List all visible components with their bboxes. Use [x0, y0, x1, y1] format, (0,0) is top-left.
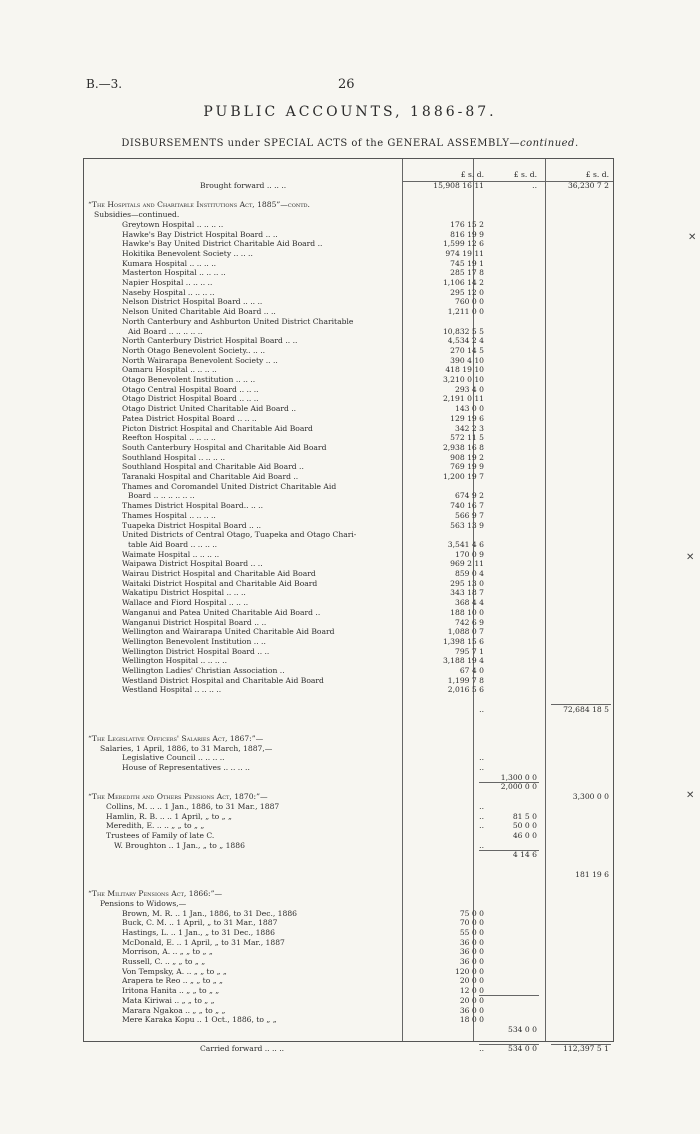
table-row	[84, 608, 613, 617]
subtotal-rule	[479, 850, 539, 851]
amount-col-2: 1,300 0 0	[500, 772, 537, 782]
subtotal-rule	[551, 704, 611, 705]
row-label: Meredith, E. .. .. „ „ to „ „	[106, 821, 205, 831]
row-label: House of Representatives .. .. .. ..	[122, 763, 250, 772]
table-row	[84, 443, 613, 452]
table-row	[84, 249, 613, 258]
amount-col-1: 3,188 19 4	[442, 656, 484, 666]
row-label: Hamlin, R. B. .. .. 1 April, „ to „ „	[106, 811, 232, 821]
table-row	[84, 404, 613, 413]
table-row	[84, 346, 613, 355]
row-label: Wanganui District Hospital Board .. ..	[122, 617, 267, 627]
table-row	[84, 1035, 613, 1044]
row-label: Wellington Benevolent Institution .. ..	[122, 636, 266, 646]
table-row	[84, 356, 613, 365]
row-label: Napier Hospital .. .. .. ..	[122, 278, 213, 287]
table-row	[84, 278, 613, 287]
table-row	[84, 618, 613, 627]
table-row	[84, 394, 613, 403]
amount-col-1: 36 0 0	[459, 947, 484, 957]
row-label: Hokitika Benevolent Society .. .. ..	[122, 248, 253, 258]
row-label: Wakatipu District Hospital .. .. ..	[122, 588, 246, 598]
table-row	[84, 191, 613, 200]
amount-col-1: 908 19 2	[450, 452, 484, 462]
amount-col-1: 120 0 0	[455, 966, 484, 976]
row-label: Thames and Coromandel United District Charitable Aid	[122, 481, 337, 491]
amount-col-1: 742 6 9	[455, 617, 484, 627]
amount-col-1: 2,938 16 8	[442, 442, 484, 452]
table-row	[84, 501, 613, 510]
table-row	[84, 579, 613, 588]
amount-col-1: 176 15 2	[450, 219, 484, 229]
row-label: United Districts of Central Otago, Tuapeka and Otago Chari-	[122, 530, 357, 540]
amount-col-1: 143 0 0	[455, 404, 484, 414]
subtotal-rule	[551, 1044, 611, 1045]
table-row	[84, 559, 613, 568]
column-header-1: £ s. d.	[460, 170, 484, 179]
table-row	[84, 482, 613, 491]
table-row	[84, 336, 613, 345]
amount-col-1: 745 19 1	[450, 258, 484, 268]
row-label: North Otago Benevolent Society.. .. ..	[122, 345, 266, 355]
amount-col-1: 295 13 0	[450, 578, 484, 588]
amount-col-1: 170 0 9	[455, 549, 484, 559]
table-row	[84, 860, 613, 869]
row-label: Wallace and Fiord Hospital .. .. ..	[122, 598, 249, 608]
amount-col-1: 368 4 4	[455, 598, 484, 608]
table-row	[84, 472, 613, 481]
table-row	[84, 821, 613, 830]
margin-mark: ✕	[686, 790, 695, 801]
amount-col-1: 20 0 0	[459, 995, 484, 1005]
row-label: Nelson United Charitable Aid Board .. ..	[122, 307, 276, 317]
table-row	[84, 656, 613, 665]
table-row	[84, 947, 613, 956]
table-row	[84, 918, 613, 927]
subtotal-rule	[479, 782, 539, 783]
row-label: Brought forward .. .. ..	[200, 181, 287, 190]
table-row	[84, 317, 613, 326]
amount-col-1: 15,908 16 11	[433, 181, 484, 190]
amount-col-1: ..	[479, 801, 484, 811]
table-row	[84, 375, 613, 384]
row-label: Kumara Hospital .. .. .. ..	[122, 258, 217, 268]
table-row	[84, 666, 613, 675]
row-label: Aid Board .. .. .. .. ..	[128, 326, 203, 336]
row-label: Board .. .. .. .. .. ..	[128, 491, 195, 501]
table-row	[84, 588, 613, 597]
row-label: Patea District Hospital Board .. .. ..	[122, 413, 257, 423]
amount-col-1: ..	[479, 840, 484, 850]
table-row	[84, 763, 613, 772]
row-label: Salaries, 1 April, 1886, to 31 March, 1887,—	[100, 743, 273, 753]
amount-col-2: ..	[532, 181, 537, 190]
table-row	[84, 685, 613, 694]
row-label: Legislative Council .. .. .. ..	[122, 753, 225, 763]
subtotal-rule	[479, 995, 539, 996]
amount-col-1: 974 19 11	[445, 248, 484, 258]
table-row	[84, 705, 613, 714]
row-label: McDonald, E. .. 1 April, „ to 31 Mar., 1887	[122, 937, 285, 947]
accounts-table	[83, 158, 614, 1054]
column-header-row	[84, 170, 613, 179]
table-row	[84, 540, 613, 549]
table-row	[84, 802, 613, 811]
table-row	[84, 676, 613, 685]
row-label: Wellington and Wairarapa United Charitable Aid Board	[122, 627, 335, 637]
table-row	[84, 695, 613, 704]
table-row	[84, 1025, 613, 1034]
amount-col-2: 46 0 0	[512, 830, 537, 840]
amount-col-1: 4,534 2 4	[447, 336, 484, 346]
amount-col-1: 2,016 5 6	[447, 685, 484, 695]
amount-col-1: 36 0 0	[459, 1005, 484, 1015]
table-row	[84, 870, 613, 879]
row-label: Brown, M. R. .. 1 Jan., 1886, to 31 Dec., 1886	[122, 908, 298, 918]
row-label: “The Meredith and Others Pensions Act, 1870:”—	[88, 792, 268, 802]
table-row	[84, 782, 613, 791]
amount-col-1: ..	[479, 704, 484, 714]
amount-col-1: 3,541 4 6	[447, 539, 484, 549]
amount-col-1: 969 2 11	[450, 559, 484, 569]
row-label: Waitaki District Hospital and Charitable Aid Board	[122, 578, 318, 588]
amount-col-1: 1,199 7 8	[447, 675, 484, 685]
amount-col-2: 81 5 0	[512, 811, 537, 821]
row-label: Southland Hospital and Charitable Aid Board ..	[122, 462, 304, 472]
table-row	[84, 879, 613, 888]
row-label: Collins, M. .. .. 1 Jan., 1886, to 31 Mar., 1887	[106, 801, 280, 811]
row-label: Naseby Hospital .. .. .. ..	[122, 287, 215, 297]
table-row	[84, 831, 613, 840]
table-row	[84, 812, 613, 821]
row-label: Arapera te Reo .. „ „ to „ „	[122, 976, 223, 986]
page-subtitle	[0, 138, 700, 149]
margin-mark: ✕	[688, 232, 697, 243]
margin-mark: ✕	[686, 552, 695, 563]
table-row	[84, 569, 613, 578]
amount-col-1: 70 0 0	[459, 918, 484, 928]
column-header-3: £ s. d.	[585, 170, 609, 179]
row-label: Otago Central Hospital Board .. .. ..	[122, 384, 259, 394]
table-row	[84, 850, 613, 859]
amount-col-1: 1,211 0 0	[447, 307, 484, 317]
table-row	[84, 210, 613, 219]
row-label: Subsidies—continued.	[94, 210, 180, 220]
subtotal-rule	[479, 1044, 539, 1045]
table-row	[84, 889, 613, 898]
row-label: Wairau District Hospital and Charitable Aid Board	[122, 569, 316, 578]
row-label: “The Legislative Officers' Salaries Act, 1867:”—	[88, 733, 264, 743]
amount-col-1: 418 19 10	[445, 365, 484, 375]
amount-col-2: 534 0 0	[508, 1024, 537, 1034]
table-row	[84, 385, 613, 394]
table-row	[84, 986, 613, 995]
table-row	[84, 715, 613, 724]
table-row	[84, 909, 613, 918]
table-row	[84, 288, 613, 297]
table-row	[84, 724, 613, 733]
amount-col-1: 859 0 4	[455, 569, 484, 578]
amount-col-1: 390 4 10	[450, 355, 484, 365]
amount-col-1: ..	[479, 811, 484, 821]
row-label: North Wairarapa Benevolent Society .. ..	[122, 355, 278, 365]
table-row	[84, 899, 613, 908]
row-label: Trustees of Family of late C.	[106, 830, 215, 840]
row-label: Otago Benevolent Institution .. .. ..	[122, 375, 256, 384]
table-row	[84, 753, 613, 762]
amount-col-1: ..	[479, 821, 484, 831]
amount-col-1: 566 9 7	[455, 510, 484, 520]
amount-col-1: 1,200 19 7	[442, 472, 484, 481]
table-row	[84, 1006, 613, 1015]
table-row	[84, 928, 613, 937]
table-row	[84, 1015, 613, 1024]
row-label: Westland District Hospital and Charitable Aid Board	[122, 675, 324, 685]
row-label: Buck, C. M. .. 1 April, „ to 31 Mar., 1887	[122, 918, 278, 928]
amount-col-2: 534 0 0	[508, 1044, 537, 1054]
row-label: Carried forward .. .. ..	[200, 1044, 285, 1054]
row-label: Russell, C. .. „ „ to „ „	[122, 957, 206, 966]
amount-col-1: 795 7 1	[455, 646, 484, 656]
amount-col-3: 181 19 6	[575, 869, 609, 879]
page-number: 26	[338, 77, 355, 92]
amount-col-1: 2,191 0 11	[442, 394, 484, 404]
row-label: Southland Hospital .. .. .. ..	[122, 452, 226, 462]
amount-col-1: ..	[479, 753, 484, 763]
row-label: Wanganui and Patea United Charitable Aid Board ..	[122, 607, 321, 617]
row-label: “The Hospitals and Charitable Institutions Act, 1885”—contd.	[88, 200, 310, 210]
table-row	[84, 841, 613, 850]
row-label: Von Tempsky, A. .. „ „ to „ „	[122, 966, 227, 976]
amount-col-1: 188 10 0	[450, 607, 484, 617]
table-row	[84, 200, 613, 209]
table-row	[84, 521, 613, 530]
amount-col-1: 270 14 5	[450, 345, 484, 355]
row-label: Marara Ngakoa .. „ „ to „ „	[122, 1005, 226, 1015]
row-label: North Canterbury and Ashburton United District Charitable	[122, 316, 354, 326]
amount-col-1: 1,398 15 6	[442, 636, 484, 646]
amount-col-1: 1,088 0 7	[447, 627, 484, 637]
row-label: Hawke's Bay United District Charitable Aid Board ..	[122, 239, 323, 249]
table-row	[84, 957, 613, 966]
table-row	[84, 462, 613, 471]
amount-col-1: 20 0 0	[459, 976, 484, 986]
table-row	[84, 647, 613, 656]
table-row	[84, 230, 613, 239]
row-label: Masterton Hospital .. .. .. ..	[122, 268, 226, 278]
row-label: Waimate Hospital .. .. .. ..	[122, 549, 220, 559]
table-row	[84, 327, 613, 336]
row-label: Hawke's Bay District Hospital Board .. ..	[122, 229, 278, 239]
amount-col-1: 18 0 0	[459, 1015, 484, 1025]
subtitle-continued: continued.	[519, 138, 579, 149]
amount-col-3: 72,684 18 5	[563, 704, 609, 714]
row-label: Taranaki Hospital and Charitable Aid Board ..	[122, 472, 299, 481]
table-row	[84, 239, 613, 248]
table-row	[84, 967, 613, 976]
row-label: Morrison, A. .. „ „ to „ „	[122, 947, 213, 957]
amount-col-1: 12 0 0	[459, 986, 484, 996]
row-label: W. Broughton .. 1 Jan., „ to „ 1886	[114, 840, 245, 850]
table-row	[84, 734, 613, 743]
column-header-2: £ s. d.	[513, 170, 537, 179]
table-row	[84, 996, 613, 1005]
amount-col-3: 3,300 0 0	[572, 792, 609, 802]
amount-col-1: 295 12 0	[450, 287, 484, 297]
table-row	[84, 598, 613, 607]
row-label: “The Military Pensions Act, 1866:”—	[88, 889, 223, 899]
table-row	[84, 433, 613, 442]
amount-col-1: 816 19 9	[450, 229, 484, 239]
report-reference: B.—3.	[86, 77, 123, 91]
table-row	[84, 938, 613, 947]
amount-col-1: 740 16 7	[450, 501, 484, 511]
amount-col-1: 1,599 12 6	[442, 239, 484, 249]
table-row	[84, 637, 613, 646]
row-label: Pensions to Widows,—	[100, 898, 187, 908]
row-label: Wellington Ladies' Christian Association ..	[122, 666, 285, 675]
table-row	[84, 297, 613, 306]
amount-col-1: 285 17 8	[450, 268, 484, 278]
table-row	[84, 773, 613, 782]
page-title: PUBLIC ACCOUNTS, 1886-87.	[203, 104, 497, 120]
table-row	[84, 181, 613, 190]
amount-col-1: 129 19 6	[450, 413, 484, 423]
row-label: table Aid Board .. .. .. ..	[128, 539, 218, 549]
table-row	[84, 424, 613, 433]
table-row	[84, 792, 613, 801]
amount-col-1: 36 0 0	[459, 937, 484, 947]
table-row	[84, 220, 613, 229]
amount-col-1: 760 0 0	[455, 297, 484, 307]
amount-col-1: 36 0 0	[459, 957, 484, 966]
amount-col-1: 10,832 5 5	[442, 326, 484, 336]
amount-col-3: 112,397 5 1	[563, 1044, 609, 1054]
table-row	[84, 627, 613, 636]
amount-col-1: ..	[479, 1044, 484, 1054]
amount-col-1: 342 2 3	[455, 423, 484, 433]
amount-col-1: 3,210 0 10	[442, 375, 484, 384]
amount-col-1: 563 13 9	[450, 520, 484, 530]
row-label: North Canterbury District Hospital Board .. ..	[122, 336, 298, 346]
row-label: Greytown Hospital .. .. .. ..	[122, 219, 224, 229]
table-row	[84, 453, 613, 462]
amount-col-2: 4 14 6	[512, 850, 537, 860]
table-row	[84, 365, 613, 374]
amount-col-1: 674 9 2	[455, 491, 484, 501]
amount-col-1: 1,106 14 2	[442, 278, 484, 287]
row-label: Mata Kiriwai .. „ „ to „ „	[122, 995, 215, 1005]
row-label: Thames District Hospital Board.. .. ..	[122, 501, 264, 511]
row-label: Nelson District Hospital Board .. .. ..	[122, 297, 263, 307]
amount-col-1: 343 18 7	[450, 588, 484, 598]
row-label: Thames Hospital .. .. .. ..	[122, 510, 216, 520]
table-row	[84, 976, 613, 985]
row-label: Oamaru Hospital .. .. .. ..	[122, 365, 217, 375]
row-label: Wellington District Hospital Board .. ..	[122, 646, 270, 656]
amount-col-1: 769 19 9	[450, 462, 484, 472]
table-row	[84, 530, 613, 539]
row-label: Reefton Hospital .. .. .. ..	[122, 433, 216, 443]
amount-col-1: ..	[479, 763, 484, 772]
amount-col-1: 75 0 0	[459, 908, 484, 918]
table-row	[84, 268, 613, 277]
table-row	[84, 1044, 613, 1053]
table-row	[84, 744, 613, 753]
row-label: Otago District Hospital Board .. .. ..	[122, 394, 259, 404]
table-row	[84, 414, 613, 423]
table-row	[84, 511, 613, 520]
amount-col-2: 50 0 0	[512, 821, 537, 831]
table-row	[84, 491, 613, 500]
row-label: Westland Hospital .. .. .. ..	[122, 685, 222, 695]
row-label: Waipawa District Hospital Board .. ..	[122, 559, 263, 569]
amount-col-3: 36,230 7 2	[567, 181, 609, 190]
amount-col-2: 2,000 0 0	[500, 782, 537, 792]
row-label: Hastings, L. .. 1 Jan., „ to 31 Dec., 1886	[122, 927, 275, 937]
amount-col-1: 67 4 0	[459, 666, 484, 675]
row-label: Otago District United Charitable Aid Board ..	[122, 404, 297, 414]
row-label: Picton District Hospital and Charitable Aid Board	[122, 423, 313, 433]
row-label: Iritona Hanita .. „ „ to „ „	[122, 986, 220, 996]
row-label: Tuapeka District Hospital Board .. ..	[122, 520, 262, 530]
table-row	[84, 307, 613, 316]
subtitle-main: DISBURSEMENTS under SPECIAL ACTS of the GENERAL ASSEMBLY—	[121, 138, 520, 149]
row-label: Mere Karaka Kopu .. 1 Oct., 1886, to „ „	[122, 1015, 277, 1025]
row-label: Wellington Hospital .. .. .. ..	[122, 656, 227, 666]
row-label: South Canterbury Hospital and Charitable Aid Board	[122, 442, 327, 452]
table-row	[84, 550, 613, 559]
amount-col-1: 55 0 0	[459, 927, 484, 937]
table-row	[84, 259, 613, 268]
amount-col-1: 572 11 5	[450, 433, 484, 443]
amount-col-1: 293 4 0	[455, 384, 484, 394]
